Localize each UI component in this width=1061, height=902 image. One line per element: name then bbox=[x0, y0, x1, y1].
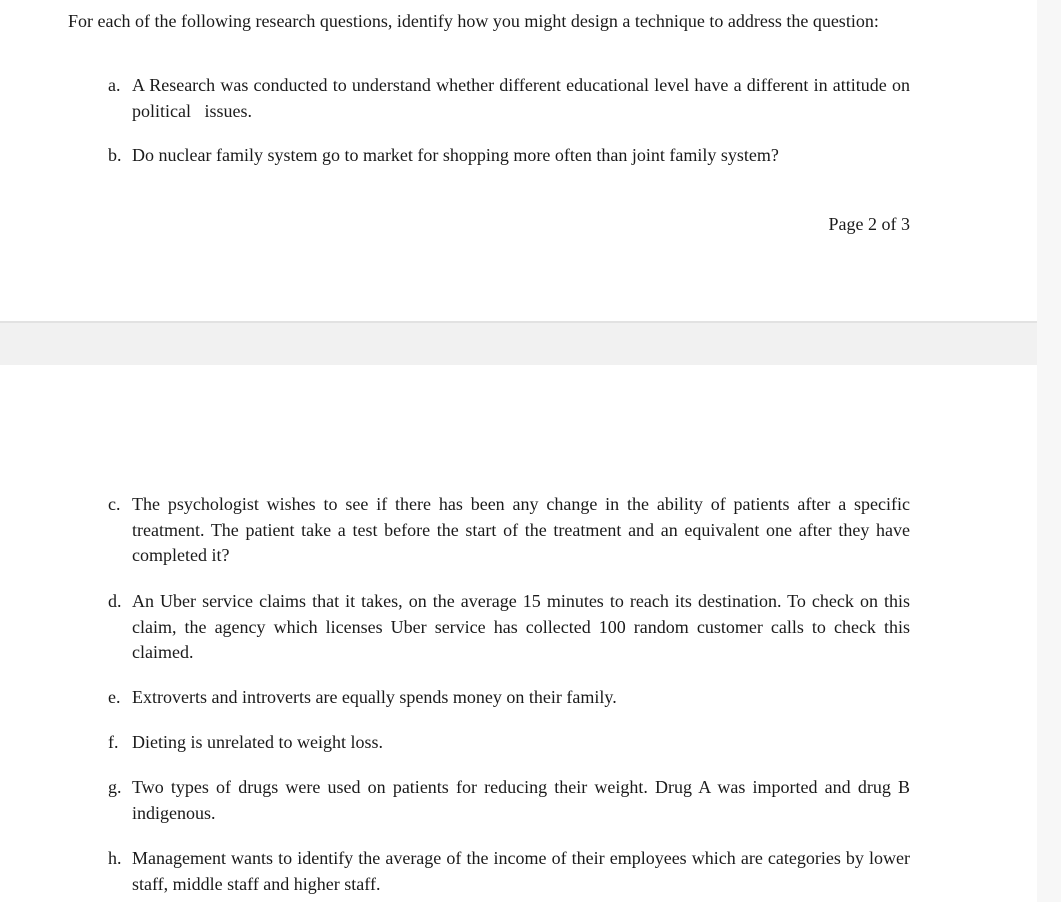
list-item-text: A Research was conducted to understand whether different educational level have a different in attitude on political issues. bbox=[132, 75, 915, 121]
list-marker: e. bbox=[108, 687, 121, 707]
list-item-f bbox=[108, 730, 910, 756]
list-marker: f. bbox=[108, 732, 119, 752]
page-divider bbox=[0, 321, 1037, 323]
list-item-text: The psychologist wishes to see if there has been any change in the ability of patients after a specific treatment. The patient take a test before the start of the treatment and an equivalent one after they have completed it? bbox=[132, 494, 910, 565]
list-item-h bbox=[108, 846, 910, 897]
document-page-2 bbox=[0, 0, 1037, 321]
list-marker: c. bbox=[108, 494, 121, 514]
list-item-text: Extroverts and introverts are equally spends money on their family. bbox=[132, 687, 617, 707]
list-item-text: Two types of drugs were used on patients for reducing their weight. Drug A was imported and drug B indigenous. bbox=[132, 777, 910, 823]
list-item-e bbox=[108, 685, 910, 711]
list-item-d bbox=[108, 589, 910, 666]
list-item-text: Management wants to identify the average of the income of their employees which are categories by lower staff, middle staff and higher staff. bbox=[132, 848, 910, 894]
list-marker: h. bbox=[108, 848, 122, 868]
list-item-text: An Uber service claims that it takes, on the average 15 minutes to reach its destination. To check on this claim, the agency which licenses Uber service has collected 100 random customer calls to check this claimed. bbox=[132, 591, 910, 662]
list-marker: b. bbox=[108, 145, 122, 165]
intro-paragraph: For each of the following research questions, identify how you might design a technique to address the question: bbox=[68, 11, 879, 31]
list-item-text: Do nuclear family system go to market for shopping more often than joint family system? bbox=[132, 145, 779, 165]
list-item-b bbox=[108, 143, 910, 169]
list-marker: d. bbox=[108, 591, 122, 611]
scrollbar-track[interactable] bbox=[1037, 0, 1061, 902]
list-item-g bbox=[108, 775, 910, 826]
page-number: Page 2 of 3 bbox=[828, 214, 910, 234]
list-marker: a. bbox=[108, 75, 121, 95]
list-item-c bbox=[108, 492, 910, 569]
list-item-text: Dieting is unrelated to weight loss. bbox=[132, 732, 383, 752]
list-item-a bbox=[108, 73, 915, 124]
document-page-3 bbox=[0, 365, 1037, 902]
list-marker: g. bbox=[108, 777, 122, 797]
